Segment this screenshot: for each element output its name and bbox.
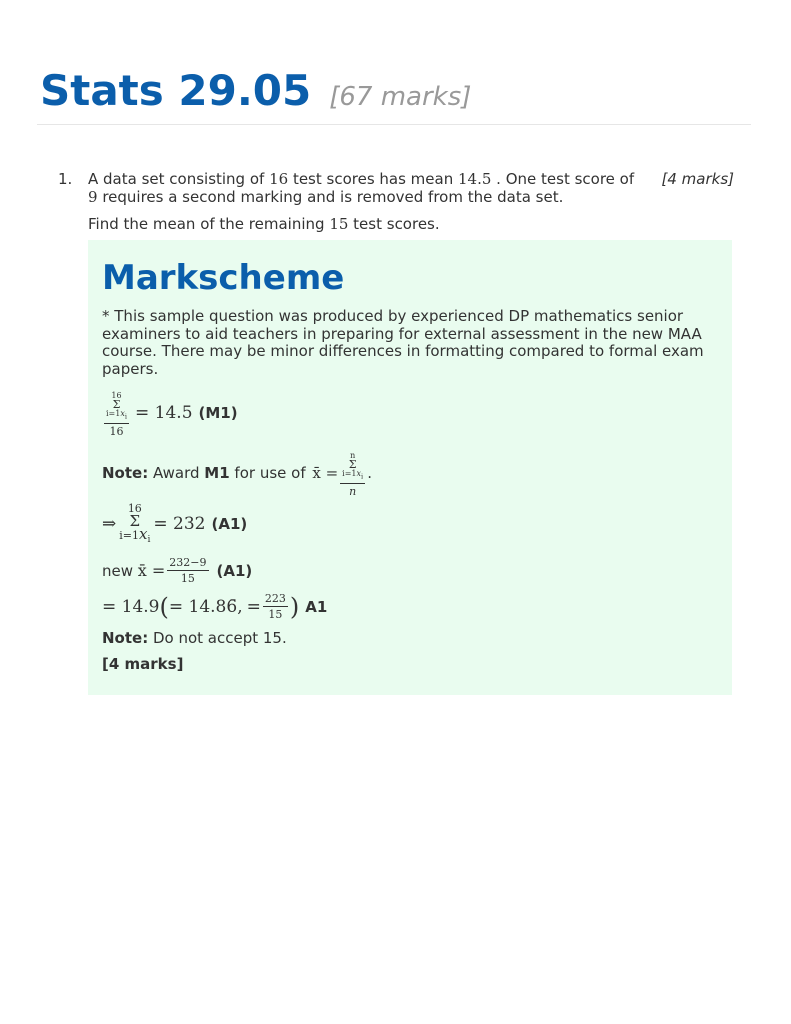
step-4: = 14.9 ( = 14.86̄, = $\frac{223}{15}$ ) A1 <box>102 592 328 621</box>
step-2: ⇒ 16 Σ $i=1x_i$ = 232 (A1) <box>102 502 248 546</box>
markscheme-disclaimer: * This sample question was produced by experienced DP mathematics senior examiners to aid teachers in preparing for external assessment in the new MAA course. There may be minor differences in formatting compared to formal exam papers. <box>102 307 704 378</box>
math-n15: 15 <box>329 215 349 233</box>
mean-formula-fraction: n Σ $i=1x_i$ n <box>340 448 365 498</box>
step-1: 16 Σ $i=1x_i$ 16 = 14.5 (M1) <box>102 388 238 438</box>
note-2: Note: Do not accept 15. <box>102 629 287 647</box>
page-title: Stats 29.05 <box>40 66 312 115</box>
sum-16: 16 Σ $i=1x_i$ <box>119 502 151 546</box>
sum-fraction: 16 Σ $i=1x_i$ 16 <box>104 388 129 438</box>
question-number: 1. <box>58 170 73 188</box>
math-mean: 14.5 <box>458 170 492 188</box>
question-line-3: Find the mean of the remaining 15 test scores. <box>88 215 440 233</box>
mark-a1: A1 <box>305 597 328 616</box>
math-n16: 16 <box>269 170 289 188</box>
page-header <box>40 66 471 115</box>
question-line-1: A data set consisting of 16 test scores has mean 14.5 . One test score of <box>88 170 635 188</box>
markscheme-total: [4 marks] <box>102 655 184 673</box>
new-mean-fraction: $\frac{232-9}{15}$ <box>169 556 207 585</box>
mark-m1: (M1) <box>198 403 238 422</box>
note-1: Note: Award M1 for use of x̄ = n Σ $i=1x_i$ n . <box>102 448 372 498</box>
total-marks: [67 marks] <box>329 82 472 112</box>
question-marks: [4 marks] <box>661 170 734 188</box>
result-fraction: $\frac{223}{15}$ <box>264 592 286 621</box>
question-line-2: 9 requires a second marking and is removed from the data set. <box>88 188 564 206</box>
markscheme-title: Markscheme <box>102 258 345 298</box>
step-3: new x̄ = $\frac{232-9}{15}$ (A1) <box>102 556 253 585</box>
mark-a1: (A1) <box>216 561 253 580</box>
markscheme-panel <box>88 240 732 695</box>
math-score9: 9 <box>88 188 98 206</box>
header-divider <box>37 124 751 125</box>
mark-a1: (A1) <box>211 515 248 534</box>
